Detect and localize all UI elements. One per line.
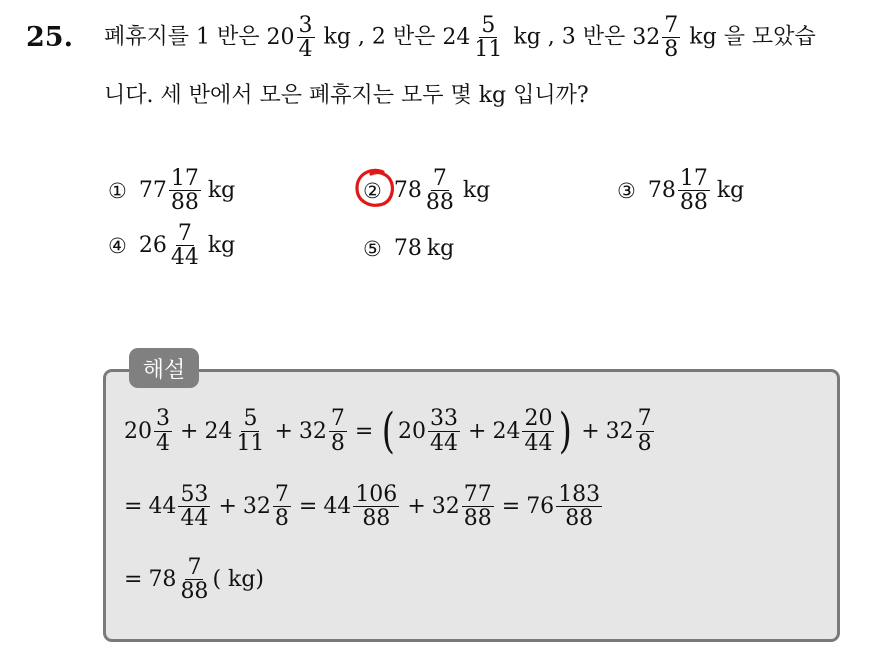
- unit: ( kg): [212, 567, 265, 593]
- choice-marker: ⑤: [363, 236, 382, 261]
- fraction: [462, 483, 494, 530]
- denominator: 88: [425, 190, 454, 216]
- equals-sign: =: [124, 567, 143, 593]
- question-line-2: 니다. 세 반에서 모은 폐휴지는 모두 몇 kg 입니까?: [104, 83, 589, 108]
- numerator: 17: [679, 166, 708, 191]
- choice-4[interactable]: [108, 222, 235, 269]
- denominator: 11: [236, 430, 265, 456]
- solution-line-3: [124, 556, 264, 603]
- whole-part: 24: [204, 418, 233, 444]
- explanation-label: 해설: [129, 348, 199, 388]
- whole-part: 24: [492, 418, 521, 444]
- fraction: [353, 483, 399, 530]
- numerator: 20: [524, 406, 553, 432]
- denominator: 44: [524, 430, 553, 456]
- whole-part: 32: [605, 418, 634, 444]
- fraction: [472, 14, 504, 61]
- fraction: [329, 407, 347, 454]
- question-text-d: kg 을 모았습: [689, 24, 816, 50]
- denominator: 44: [180, 506, 209, 532]
- fraction: [556, 483, 602, 530]
- whole-part: 20: [124, 418, 152, 444]
- numerator: 7: [637, 406, 652, 432]
- denominator: 88: [679, 190, 708, 216]
- fraction: [428, 407, 460, 454]
- numerator: 5: [481, 13, 496, 38]
- whole-part: 32: [431, 494, 460, 520]
- denominator: 8: [330, 430, 345, 456]
- fraction: [178, 556, 210, 603]
- mixed-number-class1: [267, 14, 317, 61]
- whole-part: 44: [148, 494, 177, 520]
- numerator: 5: [243, 406, 258, 432]
- question-number: 25.: [26, 22, 73, 53]
- fraction: [297, 14, 315, 61]
- whole-part: 78: [647, 178, 676, 204]
- question-text-b: kg , 2 반은: [323, 24, 443, 50]
- whole-part: 78: [393, 178, 422, 204]
- equals-sign: =: [354, 418, 374, 444]
- choice-marker: ①: [108, 178, 127, 203]
- numerator: 33: [430, 406, 459, 432]
- numerator: 77: [463, 482, 492, 507]
- denominator: 88: [565, 506, 594, 532]
- fraction: [234, 407, 266, 454]
- unit: kg: [207, 233, 236, 259]
- numerator: 7: [432, 166, 447, 191]
- denominator: 44: [430, 430, 459, 456]
- unit: kg: [462, 178, 491, 204]
- equals-sign: =: [124, 494, 143, 520]
- denominator: 11: [474, 37, 503, 63]
- fraction: [273, 483, 291, 530]
- choice-marker: ④: [108, 233, 127, 258]
- value: 78: [393, 236, 422, 261]
- mixed-number-class2: [442, 14, 506, 61]
- denominator: 8: [637, 430, 652, 456]
- plus-sign: +: [468, 418, 487, 444]
- answer-circle-mark: [353, 166, 397, 210]
- numerator: 3: [156, 406, 170, 432]
- whole-part: 77: [138, 178, 167, 204]
- numerator: 7: [187, 555, 202, 580]
- whole-part: 24: [442, 25, 471, 51]
- plus-sign: +: [581, 418, 600, 444]
- whole-part: 32: [242, 494, 271, 520]
- denominator: 88: [362, 506, 391, 532]
- plus-sign: +: [180, 418, 199, 444]
- fraction: [424, 167, 456, 214]
- fraction: [169, 222, 201, 269]
- question-line-1: [104, 14, 816, 61]
- plus-sign: +: [274, 418, 293, 444]
- numerator: 7: [274, 482, 289, 507]
- solution-line-1: [124, 403, 656, 459]
- numerator: 3: [298, 13, 313, 38]
- right-paren: ): [559, 403, 573, 459]
- question-text-a: 폐휴지를 1 반은: [104, 24, 267, 50]
- unit: kg: [426, 236, 455, 261]
- whole-part: 32: [632, 25, 661, 51]
- fraction: [636, 407, 654, 454]
- denominator: 8: [664, 37, 679, 63]
- mixed-number-class3: [632, 14, 682, 61]
- fraction: [522, 407, 554, 454]
- equals-sign: =: [298, 494, 318, 520]
- whole-part: 32: [298, 418, 327, 444]
- denominator: 4: [156, 430, 170, 456]
- whole-part: 78: [148, 567, 177, 593]
- denominator: 88: [180, 579, 209, 605]
- denominator: 4: [298, 37, 313, 63]
- denominator: 88: [170, 190, 199, 216]
- numerator: 7: [664, 13, 679, 38]
- choice-3[interactable]: [617, 167, 744, 214]
- plus-sign: +: [218, 494, 237, 520]
- whole-part: 76: [526, 494, 555, 520]
- unit: kg: [716, 178, 745, 204]
- numerator: 53: [180, 482, 209, 507]
- fraction: [678, 167, 710, 214]
- denominator: 8: [274, 506, 289, 532]
- whole-part: 20: [398, 418, 427, 444]
- unit: kg: [207, 178, 236, 204]
- numerator: 7: [330, 406, 345, 432]
- choice-5[interactable]: [363, 236, 454, 261]
- numerator: 7: [177, 221, 192, 246]
- numerator: 183: [558, 482, 601, 507]
- choice-1[interactable]: [108, 167, 235, 214]
- fraction: [178, 483, 210, 530]
- solution-line-2: [124, 483, 604, 530]
- numerator: 106: [355, 482, 398, 507]
- plus-sign: +: [407, 494, 426, 520]
- denominator: 44: [170, 245, 199, 271]
- choice-marker: ②: [363, 178, 382, 203]
- question-text-c: kg , 3 반은: [513, 24, 633, 50]
- numerator: 17: [170, 166, 199, 191]
- denominator: 88: [463, 506, 492, 532]
- fraction: [169, 167, 201, 214]
- equals-sign: =: [501, 494, 521, 520]
- choice-marker: ③: [617, 178, 636, 203]
- whole-part: 44: [323, 494, 352, 520]
- fraction: [662, 14, 680, 61]
- whole-part: 26: [138, 233, 167, 259]
- whole-part: 20: [266, 25, 295, 51]
- fraction: [154, 407, 172, 454]
- left-paren: (: [382, 403, 396, 459]
